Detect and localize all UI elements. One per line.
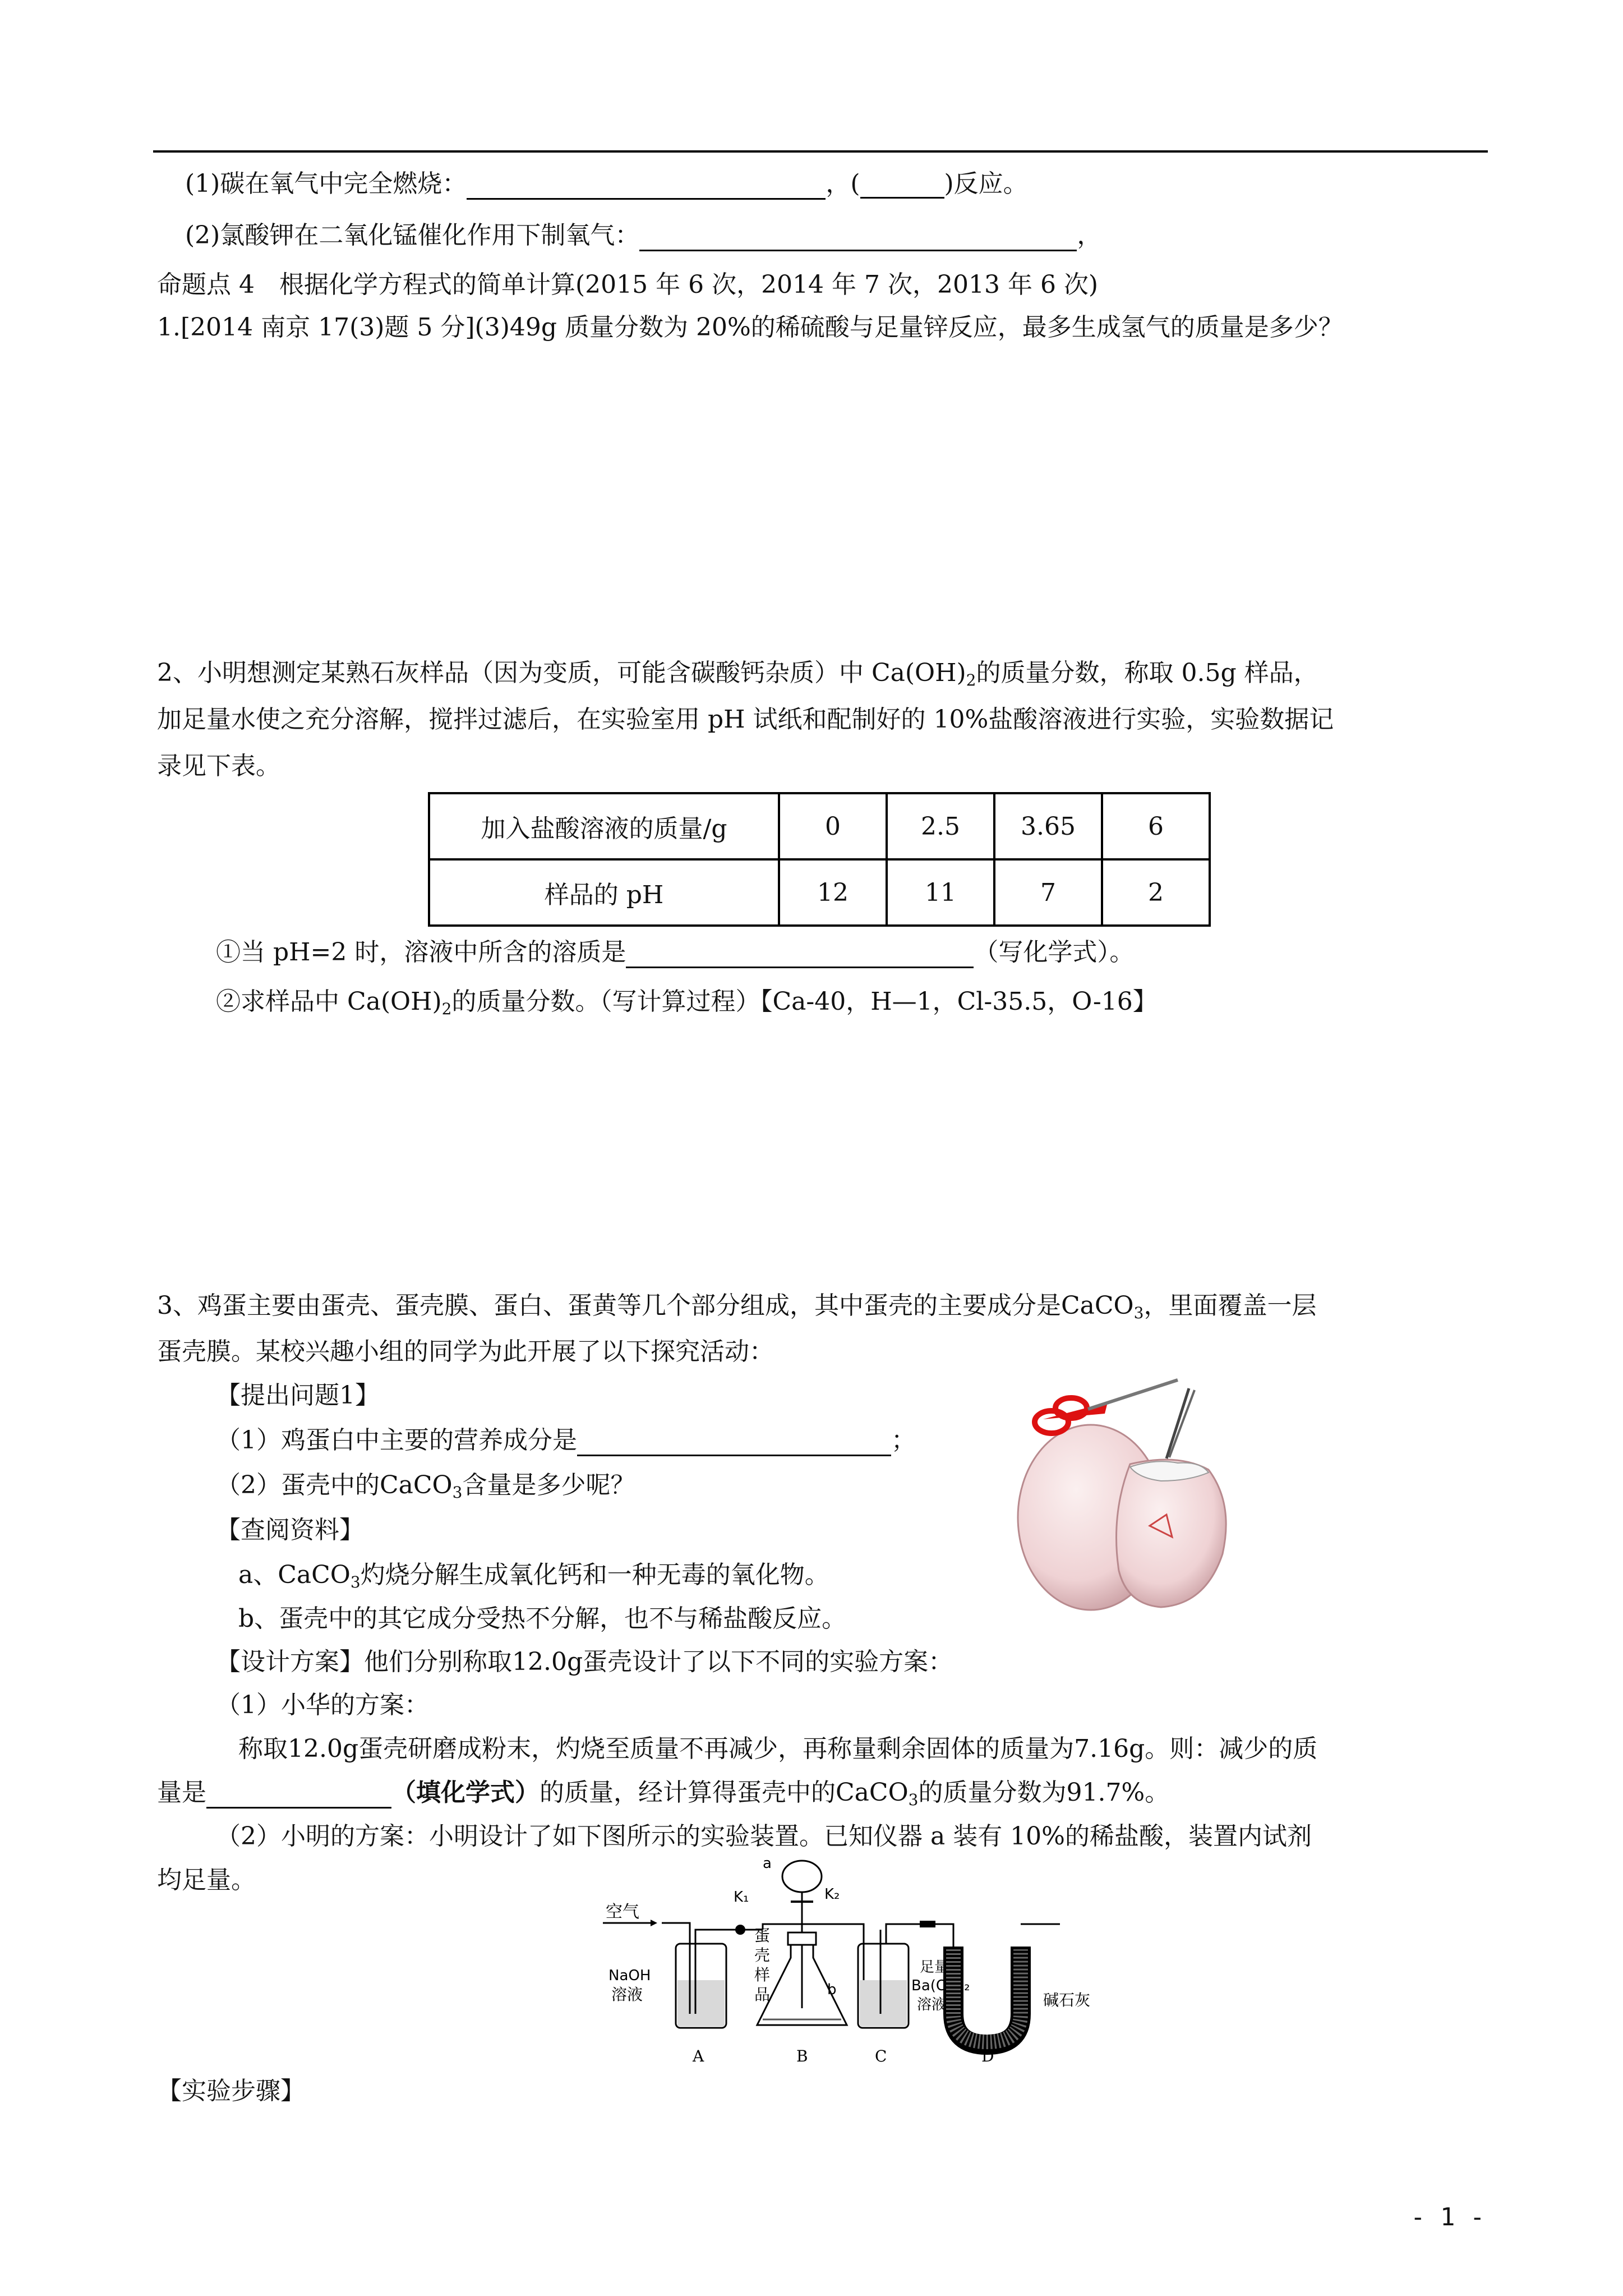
baoh-label: 足量 [920, 1959, 949, 1976]
table-cell: 2 [1102, 859, 1210, 926]
table-cell: 7 [994, 859, 1102, 926]
answer-blank[interactable] [467, 173, 826, 200]
q3-line-2: 蛋壳膜。某校兴趣小组的同学为此开展了以下探究活动： [157, 1337, 774, 1366]
q2-sub-2: ②求样品中 $Ca(OH)_2$的质量分数。（写计算过程）【Ca-40，H—1，Cl-35.5，O-16】 [216, 987, 1158, 1018]
question-1: 1.[2014 南京 17(3)题 5 分](3)49g 质量分数为 20%的稀硫酸与足量锌反应，最多生成氢气的质量是多少？ [157, 313, 1343, 342]
k1-label: K₁ [734, 1889, 749, 1906]
soda-lime-label: 碱石灰 [1043, 1991, 1091, 2009]
data-table [428, 792, 1211, 927]
apparatus-diagram [594, 1846, 1178, 2070]
bottle-c-liquid [860, 1980, 907, 2026]
baoh-label: 溶液 [917, 1996, 947, 2013]
answer-blank[interactable] [639, 225, 1077, 251]
scissors-blade-icon [1088, 1380, 1178, 1409]
bottle-a-liquid [677, 1980, 725, 2026]
label-b: B [796, 2047, 808, 2065]
table-cell: 0 [779, 793, 887, 859]
air-label: 空气 [606, 1902, 639, 1922]
separatory-funnel [782, 1861, 822, 1892]
naoh-solution-label: 溶液 [611, 1985, 643, 2004]
q3-resource-b: b、蛋壳中的其它成分受热不分解，也不与稀盐酸反应。 [238, 1604, 847, 1633]
table-header-cell: 样品的 pH [429, 859, 779, 926]
q3-p1: （1）鸡蛋白中主要的营养成分是 ； [216, 1425, 916, 1456]
q3-resource-a: a、CaCO$_3$灼烧分解生成氧化钙和一种无毒的氧化物。 [238, 1561, 829, 1591]
table-cell: 3.65 [994, 793, 1102, 859]
b-label: b [827, 1981, 837, 1998]
q3-xiaoming-p1: （2）小明的方案：小明设计了如下图所示的实验装置。已知仪器 a 装有 10%的稀盐酸，装置内试剂 [216, 1822, 1312, 1851]
sample-label: 蛋 [754, 1926, 771, 1945]
table-row [429, 793, 1210, 859]
page-number: - 1 - [1410, 2203, 1485, 2231]
tweezers-icon [1166, 1388, 1189, 1458]
valve-k1-icon[interactable] [735, 1925, 745, 1935]
q2-line-1: 2、小明想测定某熟石灰样品（因为变质，可能含碳酸钙杂质）中 $Ca(OH)_2$的质量分数，称取 0.5g 样品， [157, 659, 1318, 689]
sample-label: 壳 [754, 1946, 771, 1964]
q3-xiaohua: （1）小华的方案： [216, 1691, 429, 1719]
answer-blank[interactable] [206, 1782, 391, 1809]
tube-connector [920, 1921, 935, 1927]
label-a: A [693, 2047, 704, 2065]
u-tube-d [953, 1947, 1021, 2045]
q3-heading-1: 【提出问题1】 [216, 1381, 380, 1410]
q2-sub-1: ①当 pH=2 时，溶液中所含的溶质是 （写化学式）。 [216, 937, 1134, 968]
header-rule [153, 150, 1488, 153]
section-title: 命题点 4 根据化学方程式的简单计算(2015 年 6 次，2014 年 7 次，2013 年 6 次) [157, 270, 1099, 299]
q2-line-3: 录见下表。 [157, 752, 280, 780]
q-prev-item-1: (1)碳在氧气中完全燃烧： ，( )反应。 [185, 168, 1028, 200]
q3-xiaoming-p2: 均足量。 [157, 1866, 256, 1894]
answer-blank[interactable] [860, 175, 944, 200]
answer-blank[interactable] [626, 942, 974, 968]
q3-line-1: 3、鸡蛋主要由蛋壳、蛋壳膜、蛋白、蛋黄等几个部分组成，其中蛋壳的主要成分是CaCO$_3$，里面覆盖一层 [157, 1291, 1317, 1322]
q2-line-2: 加足量水使之充分溶解，搅拌过滤后，在实验室用 pH 试纸和配制好的 10%盐酸溶液进行实验，实验数据记 [157, 705, 1334, 734]
table-cell: 6 [1102, 793, 1210, 859]
table-cell: 12 [779, 859, 887, 926]
label-d: D [981, 2047, 994, 2065]
q-prev-item-2: (2)氯酸钾在二氧化锰催化作用下制氧气： ， [185, 220, 1101, 251]
tweezers-icon [1169, 1390, 1195, 1457]
k2-label: K₂ [824, 1886, 840, 1903]
answer-blank[interactable] [577, 1430, 891, 1456]
label-c: C [875, 2047, 887, 2065]
sample-label: 品 [754, 1985, 771, 2004]
q3-xiaohua-p2: 量是 （填化学式）的质量，经计算得蛋壳中的CaCO$_3$的质量分数为91.7%。 [157, 1778, 1170, 1809]
baoh-label: Ba(OH)₂ [911, 1977, 970, 1994]
q3-steps-heading: 【实验步骤】 [157, 2077, 305, 2105]
funnel-a-label: a [763, 1855, 772, 1872]
naoh-label: NaOH [608, 1967, 651, 1984]
q3-p2: （2）蛋壳中的CaCO$_3$含量是多少呢？ [216, 1471, 635, 1502]
table-header-cell: 加入盐酸溶液的质量/g [429, 793, 779, 859]
q3-xiaohua-p1: 称取12.0g蛋壳研磨成粉末，灼烧至质量不再减少，再称量剩余固体的质量为7.16g。则：减少的质 [238, 1734, 1318, 1763]
flask-stopper [788, 1932, 816, 1945]
q3-heading-2: 【查阅资料】 [216, 1516, 364, 1544]
table-cell: 2.5 [887, 793, 994, 859]
q3-design: 【设计方案】他们分别称取12.0g蛋壳设计了以下不同的实验方案： [216, 1648, 953, 1676]
arrow-head-icon [651, 1920, 657, 1926]
egg-illustration [1009, 1369, 1256, 1616]
sample-label: 样 [754, 1966, 771, 1984]
table-cell: 11 [887, 859, 994, 926]
table-row [429, 859, 1210, 926]
